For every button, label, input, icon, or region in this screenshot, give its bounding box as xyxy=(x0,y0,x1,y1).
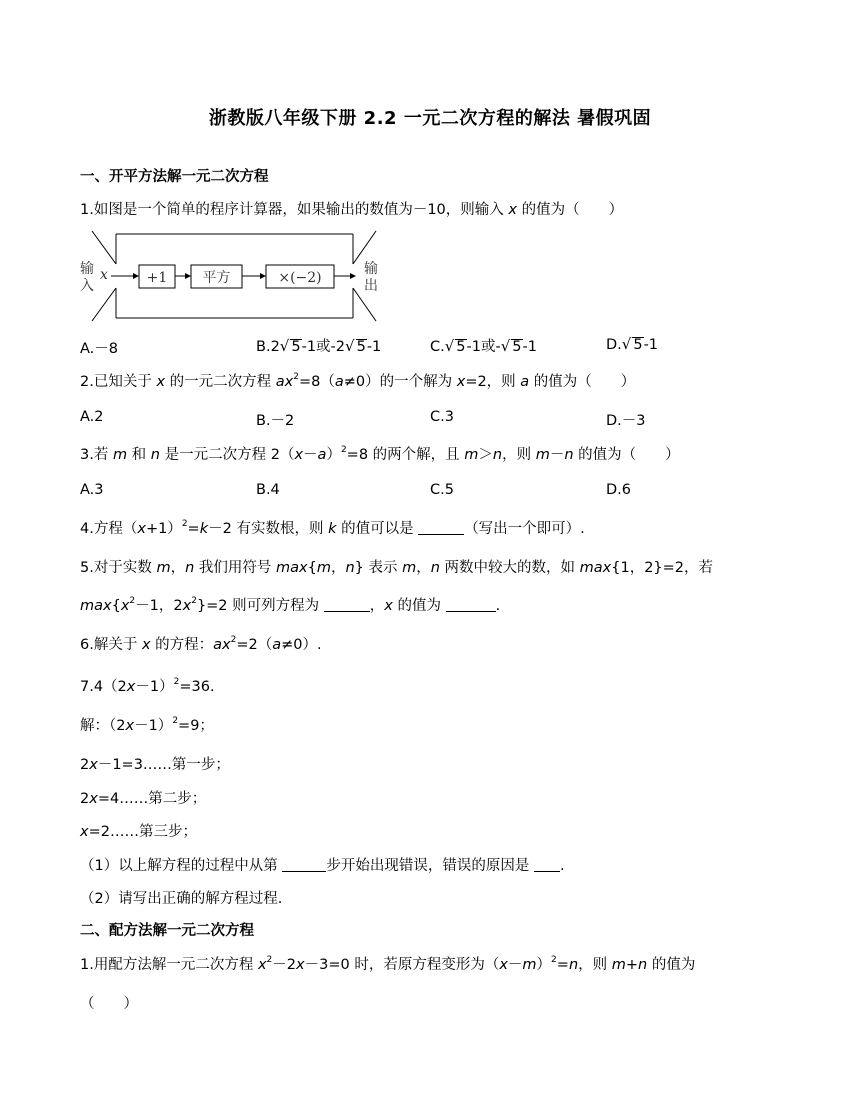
q3-option-d: D.6 xyxy=(606,482,631,498)
question-5-line-1: 5.对于实数 m，n 我们用符号 max{m，n} 表示 m，n 两数中较大的数，如 max{1，2}=2，若 xyxy=(80,560,714,576)
q2-option-b: B.－2 xyxy=(256,413,295,429)
section-heading-2: 二、配方法解一元二次方程 xyxy=(80,923,254,939)
q1-option-b-prefix: B. xyxy=(256,339,271,355)
q1-option-d-prefix: D. xyxy=(606,337,622,353)
q1-option-a: A.－8 xyxy=(80,341,118,357)
q7-solution-step-0: 解：$(2x-1)^2=9$； xyxy=(80,716,214,734)
radical-icon: √ xyxy=(500,337,511,355)
radical-icon: √ xyxy=(444,337,455,355)
q1-option-c xyxy=(430,335,537,356)
q1-option-c-end: -1 xyxy=(522,339,537,355)
q3-option-c: C.5 xyxy=(430,482,454,498)
radical-icon: √ xyxy=(621,335,632,353)
question-6: 6.解关于 x 的方程：$ax^2=2(a\ne 0)$. xyxy=(80,635,322,653)
q1-option-b xyxy=(256,335,381,356)
page-title: 浙教版八年级下册 2.2 一元二次方程的解法 暑假巩固 xyxy=(208,108,652,129)
q1-option-b-radicand-1: 5 xyxy=(291,339,301,355)
q1-option-d xyxy=(606,335,658,353)
answer-blank[interactable] xyxy=(324,599,370,612)
q1-option-c-radicand-2: 5 xyxy=(512,339,522,355)
q1-option-b-coef: 2 xyxy=(270,339,280,355)
question-4: 4.方程$(x+1)^2=k-2$ 有实数根，则 k 的值可以是 （写出一个即可）. xyxy=(80,519,585,537)
question-5-line-2: $\max\{x^2-1$，$2x^2\}=2$ 则可列方程为 ，x 的值为 . xyxy=(80,596,501,614)
q7-part-1: （1）以上解方程的过程中从第 步开始出现错误，错误的原因是 . xyxy=(80,858,565,874)
q1-option-c-mid: -1或- xyxy=(466,339,501,355)
question-2: 2.已知关于 x 的一元二次方程 $ax^2=8(a\ne 0)$的一个解为 x=2，则 a 的值为（ ） xyxy=(80,372,636,390)
diagram-input-label-1: 输 xyxy=(80,261,94,277)
diagram-output-label-2: 出 xyxy=(364,278,378,294)
q2-option-a: A.2 xyxy=(80,409,104,425)
diagram-input-label-2: 入 xyxy=(80,278,94,294)
q1-option-b-radicand-2: 5 xyxy=(356,339,366,355)
q1-option-c-radicand-1: 5 xyxy=(456,339,466,355)
q1-option-d-end: -1 xyxy=(643,337,659,353)
diagram-input-var: x xyxy=(100,267,108,283)
q2-option-c: C.3 xyxy=(430,409,454,425)
diagram-box-square-label: 平方 xyxy=(202,270,231,286)
diagram-box-plus-one-label: +1 xyxy=(146,270,168,286)
answer-blank[interactable] xyxy=(418,522,464,535)
q1-text: 1.如图是一个简单的程序计算器，如果输出的数值为－10，则输入 xyxy=(80,202,509,218)
q3-option-b: B.4 xyxy=(256,482,280,498)
q1-text-end: 的值为（ ） xyxy=(517,202,624,218)
q1-var: x xyxy=(508,202,517,218)
program-calculator-diagram xyxy=(78,228,388,324)
q3-option-a: A.3 xyxy=(80,482,104,498)
q2-option-d: D.－3 xyxy=(606,413,646,429)
question-1 xyxy=(80,198,623,219)
q1-option-b-end: -1 xyxy=(366,339,382,355)
q7-solution-step-1: 2x－1=3……第一步； xyxy=(80,757,230,773)
q1-option-c-prefix: C. xyxy=(430,339,445,355)
section-heading-1: 一、开平方法解一元二次方程 xyxy=(80,169,269,185)
section-2-question-1: 1.用配方法解一元二次方程 $x^2-2x-3=0$ 时，若原方程变形为$(x-m)^2=n$，则 m+n 的值为 xyxy=(80,955,696,973)
q1-option-b-mid: -1或-2 xyxy=(301,339,346,355)
diagram-box-times-neg-two-label: ×(−2) xyxy=(278,270,322,286)
diagram-output-label-1: 输 xyxy=(364,261,378,277)
q7-solution-step-2: 2x=4……第二步； xyxy=(80,791,207,807)
answer-blank[interactable] xyxy=(534,859,560,872)
section-2-question-1-choice: （ ） xyxy=(80,996,138,1012)
q7-part-2: （2）请写出正确的解方程过程. xyxy=(80,891,283,907)
q1-option-d-radicand: 5 xyxy=(633,337,643,353)
question-7: $7.4(2x-1)^2=36$. xyxy=(80,677,215,695)
answer-blank[interactable] xyxy=(446,599,496,612)
question-3: 3.若 m 和 n 是一元二次方程 $2(x-a)^2=8$ 的两个解，且 m＞n，则 m－n 的值为（ ） xyxy=(80,445,680,463)
radical-icon: √ xyxy=(345,337,355,355)
answer-blank[interactable] xyxy=(282,859,326,872)
radical-icon: √ xyxy=(279,337,290,355)
q7-solution-step-3: x=2……第三步； xyxy=(80,824,197,840)
